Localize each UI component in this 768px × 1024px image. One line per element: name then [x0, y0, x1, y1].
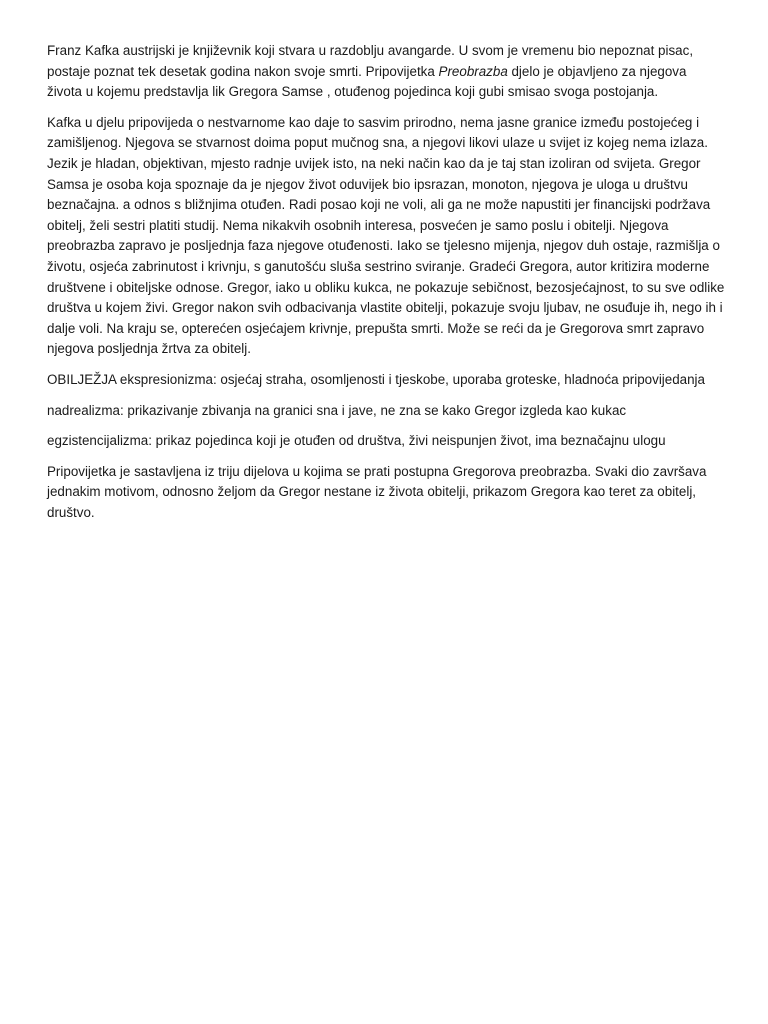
- paragraph-expressionism: OBILJEŽJA ekspresionizma: osjećaj straha, osomljenosti i tjeskobe, uporaba groteske, hladnoća pripovijedanja: [47, 371, 705, 387]
- paragraph-intro: [47, 41, 725, 103]
- document-page: [47, 41, 725, 533]
- work-title: Preobrazba: [438, 63, 508, 79]
- paragraph-intro-text-start: Franz Kafka austrijski je književnik koji stvara u razdoblju avangarde. U svom je vremenu bio nepoznat pisac, postaje poznat tek desetak godina nakon svoje smrti. Pripovijetka: [47, 43, 694, 79]
- paragraph-intro-text-end: djelo je objavljeno za njegova života u kojemu predstavlja lik Gregora Samse , otuđenog pojedinca koji gubi smisao svoga postojanja.: [47, 63, 687, 100]
- paragraph-existentialism: egzistencijalizma: prikaz pojedinca koji je otuđen od društva, živi neispunjen život, ima beznačajnu ulogu: [47, 433, 666, 449]
- paragraph-analysis: Kafka u djelu pripovijeda o nestvarnome kao daje to sasvim prirodno, nema jasne granice između postojećeg i zamišljenog. Njegova se stvarnost doima poput mučnog sna, a njegovi likovi ulaze u svijet iz kojeg nema izlaza. Jezik je hladan, objektivan, mjesto radnje uvijek isto, na neki način kao da je taj stan izoliran od svijeta. Gregor Samsa je osoba koja spoznaje da je njegov život oduvijek bio ipsrazan, monoton, njegova je uloga u društvu beznačajna. a odnos s bližnjima otuđen. Radi posao koji ne voli, ali ga ne može napustiti jer financijski podržava obitelj, želi sestri platiti studij. Nema nikakvih osobnih interesa, posvećen je samo poslu i obitelji. Njegova preobrazba zapravo je posljednja faza njegove otuđenosti. Iako se tjelesno mijenja, njegov duh ostaje, razmišlja o životu, osjeća zabrinutost i krivnju, s ganutošću sluša sestrino sviranje. Gradeći Gregora, autor kritizira moderne društvene i obiteljske odnose. Gregor, iako u obliku kukca, ne pokazuje sebičnost, bezosjećajnost, to su sve odlike društva u kojem živi. Gregor nakon svih odbacivanja vlastite obitelji, pokazuje svoju ljubav, ne osuđuje ih, nego ih i dalje voli. Na kraju se, opterećen osjećajem krivnje, prepušta smrti. Može se reći da je Gregorova smrt zapravo njegova posljednja žrtva za obitelj.: [47, 114, 725, 357]
- paragraph-structure: Pripovijetka je sastavljena iz triju dijelova u kojima se prati postupna Gregorova preobrazba. Svaki dio završava jednakim motivom, odnosno željom da Gregor nestane iz života obitelji, prikazom Gregora kao teret za obitelj, društvo.: [47, 463, 707, 520]
- paragraph-surrealism: nadrealizma: prikazivanje zbivanja na granici sna i jave, ne zna se kako Gregor izgleda kao kukac: [47, 402, 627, 418]
